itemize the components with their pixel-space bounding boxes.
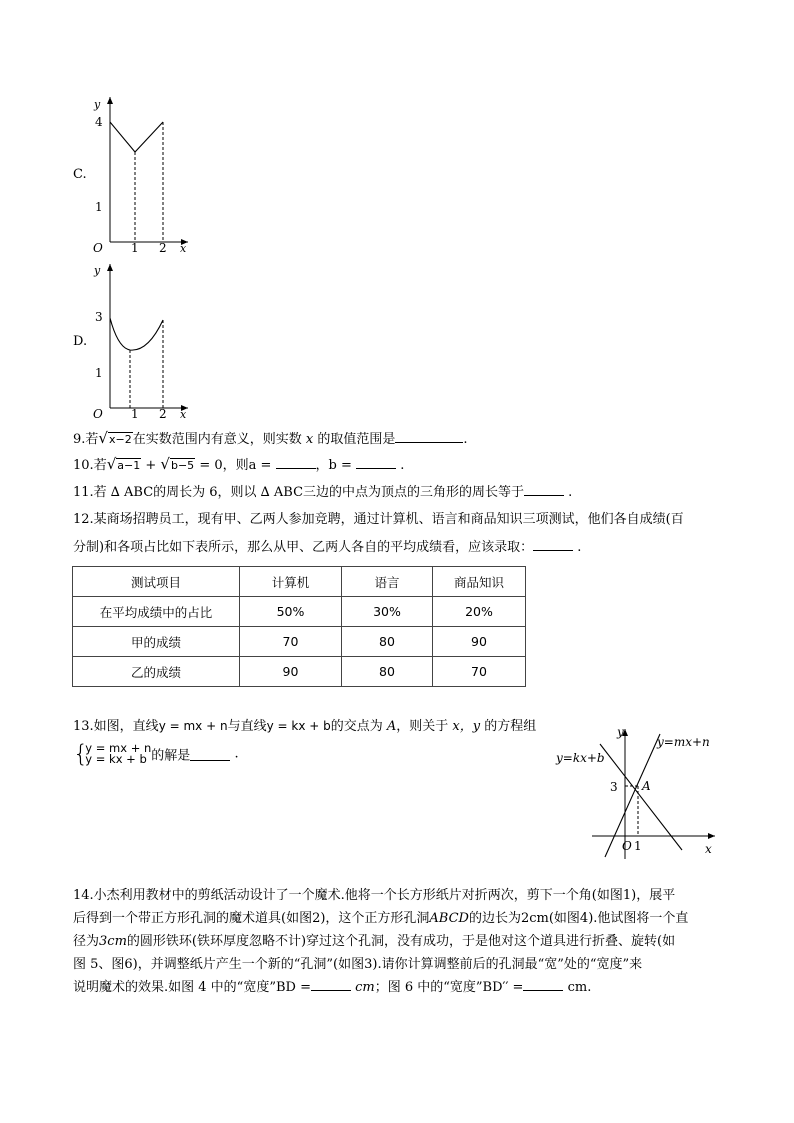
q10-end: .: [400, 458, 405, 473]
table-row: [73, 657, 526, 687]
q9-prefix: 若: [85, 432, 99, 447]
q14-line5-a: 说明魔术的效果.如图 4 中的“宽度”BD =: [73, 980, 311, 995]
x-tick-2: 2: [159, 241, 167, 254]
q10-radicand-1: a−1: [117, 459, 141, 472]
q14-line3-a: 径为: [73, 934, 100, 949]
q14-blank-bd[interactable]: [311, 978, 351, 991]
q13-text4: ，则关于: [396, 719, 449, 734]
q14-line2: [73, 907, 723, 930]
q14-line3-c: 的圆形铁环(铁环厚度忽略不计)穿过这个孔洞，没有成功，于是他对这个道具进行折叠、旋转(如: [126, 934, 676, 949]
y-axis-arrow: [107, 264, 113, 271]
q10-comma: ，b =: [315, 458, 352, 473]
q10-number: 10.: [73, 458, 94, 473]
option-d-label: D.: [73, 334, 88, 349]
radical-sign-icon: √: [160, 455, 170, 473]
question-13-line1: [73, 717, 536, 736]
q14-line2-c: 的边长为2cm(如图4).他试图将一个直: [468, 911, 689, 926]
option-c-label: C.: [73, 167, 87, 182]
question-11: [73, 483, 572, 502]
x-axis-label: x: [705, 842, 712, 856]
question-9: [73, 429, 468, 449]
point-a-label: A: [642, 779, 651, 793]
table-header-row: [73, 567, 526, 597]
q9-number: 9.: [73, 432, 86, 447]
q9-radicand: x−2: [108, 433, 132, 446]
q13-text5: 的方程组: [484, 719, 537, 734]
x-axis-arrow: [708, 833, 715, 839]
question-13-line2: [73, 742, 239, 766]
u-shape-curve: [110, 318, 163, 350]
q14-line5-d: cm.: [567, 980, 592, 995]
q13-answer-blank[interactable]: [190, 748, 230, 761]
q13-system: [85, 743, 151, 765]
q11-answer-blank[interactable]: [524, 483, 564, 496]
score-table: [72, 566, 526, 687]
q14-line5: [73, 976, 723, 999]
y-tick-3: 3: [610, 780, 618, 794]
line-kx-b-label: y=kx+b: [556, 751, 605, 765]
q11-text: 11.若 ∆ ABC的周长为 6，则以 ∆ ABC三边的中点为顶点的三角形的周长等于: [73, 485, 525, 500]
q10-radicand-2: b−5: [170, 459, 195, 472]
y-axis-label: y: [617, 725, 624, 739]
origin-label: O: [622, 839, 632, 853]
question-12-line2: [73, 538, 581, 557]
q10-prefix: 若: [93, 458, 107, 473]
table-cell: 80: [342, 627, 433, 657]
table-cell: 30%: [342, 597, 433, 627]
origin-label: O: [93, 407, 103, 420]
table-row: [73, 627, 526, 657]
table-header: 测试项目: [73, 567, 240, 597]
q13-vars: x，y: [452, 719, 481, 734]
q13-end: .: [234, 746, 239, 762]
radical-sign-icon: √: [98, 429, 108, 447]
q14-blank-bd2[interactable]: [523, 978, 563, 991]
table-cell: 90: [240, 657, 342, 687]
radical-sign-icon: √: [106, 455, 117, 473]
q13-graph: [552, 724, 732, 864]
x-tick-1: 1: [131, 241, 139, 254]
q14-line2-b: ABCD: [429, 911, 469, 926]
y-tick-4: 4: [95, 115, 103, 129]
option-c-graph: [88, 92, 198, 254]
line-kx-b: [600, 744, 682, 850]
q13-eq1: y = mx + n: [158, 719, 228, 733]
table-cell: 70: [433, 657, 526, 687]
table-cell: 在平均成绩中的占比: [73, 597, 240, 627]
line-mx-n: [605, 734, 660, 857]
x-axis-label: x: [180, 408, 187, 420]
y-tick-1: 1: [95, 200, 103, 214]
q13-text2: 与直线: [227, 719, 267, 734]
q13-text6: 的解是: [151, 748, 191, 764]
question-10: [73, 455, 404, 475]
option-d-graph: [88, 260, 198, 420]
q14-line5-unit: cm: [355, 980, 375, 995]
q12-line2-text: 分制)和各项占比如下表所示，那么从甲、乙两人各自的平均成绩看，应该录取：: [73, 540, 534, 555]
table-header: 计算机: [240, 567, 342, 597]
q13-text3: 的交点为: [330, 719, 383, 734]
x-axis-label: x: [180, 242, 187, 254]
q9-end: .: [463, 432, 468, 447]
y-tick-1: 1: [95, 366, 103, 380]
q14-line2-a: 后得到一个带正方形孔洞的魔术道具(如图2)，这个正方形孔洞: [73, 911, 430, 926]
x-tick-2: 2: [159, 407, 167, 420]
table-cell: 70: [240, 627, 342, 657]
q12-end: .: [577, 540, 582, 555]
line-mx-n-label: y=mx+n: [657, 735, 710, 749]
q14-line5-c: ；图 6 中的“宽度”BD′′ =: [374, 980, 524, 995]
q13-text1: 13.如图，直线: [73, 719, 159, 734]
q13-eq2: y = kx + b: [266, 719, 331, 733]
q12-answer-blank[interactable]: [533, 538, 573, 551]
table-cell: 90: [433, 627, 526, 657]
table-cell: 80: [342, 657, 433, 687]
x-tick-1: 1: [634, 839, 642, 853]
question-12-line1: 12.某商场招聘员工，现有甲、乙两人参加竞聘，通过计算机、语言和商品知识三项测试，他们各自成绩(百: [73, 512, 684, 527]
q9-text: 在实数范围内有意义，则实数: [132, 432, 302, 447]
q14-line3-b: 3cm: [99, 934, 127, 949]
q11-end: .: [568, 485, 573, 500]
y-axis-arrow: [107, 97, 113, 104]
q9-text2: 的取值范围是: [317, 432, 396, 447]
table-header: 商品知识: [433, 567, 526, 597]
q14-line3: [73, 930, 723, 953]
brace-icon: {: [73, 740, 89, 768]
table-cell: 甲的成绩: [73, 627, 240, 657]
table-cell: 50%: [240, 597, 342, 627]
q9-variable: x: [305, 432, 314, 447]
origin-label: O: [93, 241, 103, 254]
q13-sys1: y = mx + n: [85, 741, 152, 755]
q14-line1: 14.小杰利用教材中的剪纸活动设计了一个魔术.他将一个长方形纸片对折两次，剪下一个角(如图1)，展平: [73, 888, 676, 903]
q10-plus: +: [145, 458, 157, 473]
table-row: [73, 597, 526, 627]
q14-line4: 图 5、图6)，并调整纸片产生一个新的“孔洞”(如图3).请你计算调整前后的孔洞最“宽”处的“宽度”来: [73, 957, 643, 972]
q10-blank-b[interactable]: [356, 456, 396, 469]
table-cell: 乙的成绩: [73, 657, 240, 687]
question-14: [73, 884, 723, 999]
y-axis-label: y: [94, 264, 101, 277]
table-cell: 20%: [433, 597, 526, 627]
q10-blank-a[interactable]: [276, 456, 316, 469]
x-tick-1: 1: [131, 407, 139, 420]
q13-point: A: [386, 719, 397, 734]
q10-text: = 0，则a =: [199, 458, 272, 473]
q13-sys2: y = kx + b: [85, 752, 147, 766]
y-axis-label: y: [94, 98, 101, 111]
table-header: 语言: [342, 567, 433, 597]
v-shape-curve: [110, 122, 163, 152]
q9-answer-blank[interactable]: [395, 430, 463, 443]
y-tick-3: 3: [95, 310, 103, 324]
